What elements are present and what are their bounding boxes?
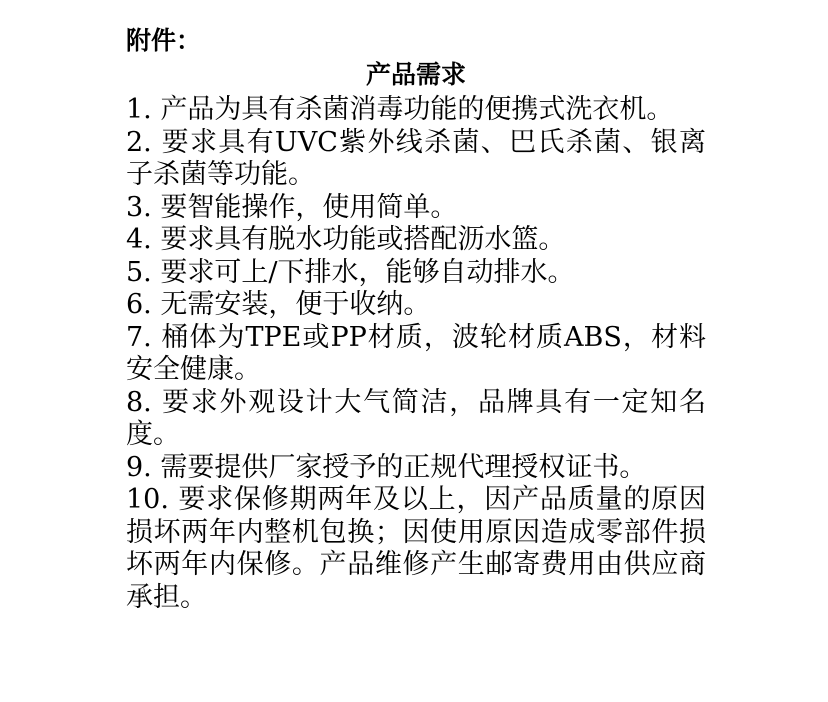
document-page (126, 24, 706, 614)
requirement-item-7: 7. 桶体为TPE或PP材质，波轮材质ABS，材料安全健康。 (126, 321, 706, 385)
requirement-item-10: 10. 要求保修期两年及以上，因产品质量的原因损坏两年内整机包换；因使用原因造成零部件损坏两年内保修。产品维修产生邮寄费用由供应商承担。 (126, 484, 706, 613)
requirement-item-2: 2. 要求具有UVC紫外线杀菌、巴氏杀菌、银离子杀菌等功能。 (126, 126, 706, 190)
requirement-item-8: 8. 要求外观设计大气简洁，品牌具有一定知名度。 (126, 386, 706, 450)
requirements-list (126, 94, 706, 614)
requirement-item-3: 3. 要智能操作，使用简单。 (126, 191, 458, 223)
requirement-item-5: 5. 要求可上/下排水，能够自动排水。 (126, 256, 575, 288)
requirement-item-1: 1. 产品为具有杀菌消毒功能的便携式洗衣机。 (126, 94, 674, 125)
requirement-item-4: 4. 要求具有脱水功能或搭配沥水篮。 (126, 224, 566, 255)
requirement-item-6: 6. 无需安装，便于收纳。 (126, 289, 431, 320)
document-title: 产品需求 (365, 60, 466, 89)
requirement-item-9: 9. 需要提供厂家授予的正规代理授权证书。 (126, 451, 647, 483)
attachment-label: 附件： (126, 26, 202, 55)
